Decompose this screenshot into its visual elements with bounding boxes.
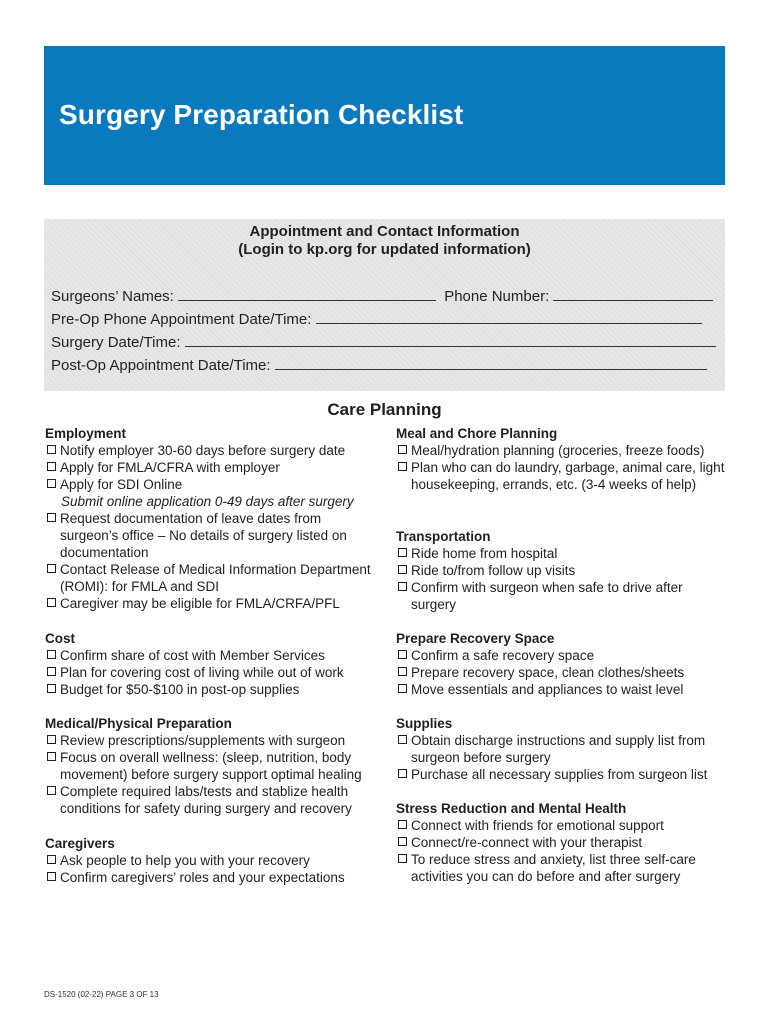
section-title: Cost [45, 631, 75, 646]
checkbox[interactable] [47, 735, 56, 744]
footer-page-number: DS-1520 (02-22) PAGE 3 OF 13 [44, 990, 159, 999]
page-title: Surgery Preparation Checklist [59, 99, 464, 130]
checkbox[interactable] [47, 786, 56, 795]
checklist-item: Notify employer 30-60 days before surgery date [45, 442, 375, 459]
section-title: Prepare Recovery Space [396, 631, 555, 646]
checklist-item: Plan for covering cost of living while out of work [45, 664, 375, 681]
phone-number-field[interactable] [553, 287, 713, 301]
section-medical-preparation [45, 715, 375, 817]
section-cost [45, 630, 375, 698]
appointment-heading: Appointment and Contact Information [249, 223, 520, 240]
preop-label: Pre-Op Phone Appointment Date/Time: [51, 311, 312, 328]
checklist-item: Confirm caregivers’ roles and your expectations [45, 869, 375, 886]
checklist-item: Ride to/from follow up visits [396, 562, 728, 579]
checkbox[interactable] [47, 513, 56, 522]
surgeons-phone-row [51, 287, 713, 305]
title-banner [44, 46, 725, 185]
preop-row [51, 310, 702, 328]
checkbox[interactable] [398, 684, 407, 693]
checklist-item: Confirm a safe recovery space [396, 647, 728, 664]
section-title: Caregivers [45, 836, 115, 851]
section-meal-chore [396, 425, 728, 493]
section-title: Medical/Physical Preparation [45, 716, 232, 731]
checkbox[interactable] [398, 548, 407, 557]
checklist-item: Ask people to help you with your recovery [45, 852, 375, 869]
appointment-subheading: (Login to kp.org for updated information) [238, 241, 531, 258]
checklist-item: Confirm share of cost with Member Services [45, 647, 375, 664]
checklist-item: Connect/re-connect with your therapist [396, 834, 728, 851]
postop-field[interactable] [275, 356, 707, 370]
checklist-item: Request documentation of leave dates from surgeon’s office – No details of surgery listed on documentation [45, 510, 375, 561]
phone-number-label: Phone Number: [444, 288, 550, 305]
checkbox[interactable] [398, 667, 407, 676]
section-title: Employment [45, 426, 127, 441]
section-title: Supplies [396, 716, 453, 731]
checklist-item: Purchase all necessary supplies from surgeon list [396, 766, 728, 783]
checkbox[interactable] [398, 820, 407, 829]
checkbox[interactable] [47, 667, 56, 676]
surgery-date-row [51, 333, 716, 351]
section-title: Stress Reduction and Mental Health [396, 801, 627, 816]
checkbox[interactable] [47, 650, 56, 659]
section-transportation [396, 528, 728, 613]
postop-row [51, 356, 707, 374]
checklist-item: Caregiver may be eligible for FMLA/CRFA/PFL [45, 595, 375, 612]
section-stress-mental-health [396, 800, 728, 885]
care-planning-heading: Care Planning [327, 400, 442, 419]
checkbox[interactable] [47, 855, 56, 864]
checkbox[interactable] [398, 650, 407, 659]
checklist-item: Move essentials and appliances to waist level [396, 681, 728, 698]
preop-field[interactable] [316, 310, 702, 324]
section-caregivers [45, 835, 375, 886]
checklist-item: Apply for SDI Online [45, 476, 375, 493]
section-title: Transportation [396, 529, 491, 544]
checkbox[interactable] [47, 598, 56, 607]
checklist-item: Confirm with surgeon when safe to drive after surgery [396, 579, 728, 613]
postop-label: Post-Op Appointment Date/Time: [51, 357, 271, 374]
surgeons-names-label: Surgeons’ Names: [51, 288, 174, 305]
checkbox[interactable] [47, 872, 56, 881]
checkbox[interactable] [398, 462, 407, 471]
checkbox[interactable] [398, 565, 407, 574]
checklist-item: Meal/hydration planning (groceries, freeze foods) [396, 442, 728, 459]
checkbox[interactable] [47, 445, 56, 454]
checklist-item: Review prescriptions/supplements with surgeon [45, 732, 375, 749]
checklist-item: Ride home from hospital [396, 545, 728, 562]
checklist-item: To reduce stress and anxiety, list three self-care activities you can do before and after surgery [396, 851, 728, 885]
checklist-item: Connect with friends for emotional support [396, 817, 728, 834]
section-supplies [396, 715, 728, 783]
checkbox[interactable] [47, 462, 56, 471]
section-employment [45, 425, 375, 612]
checklist-item: Prepare recovery space, clean clothes/sheets [396, 664, 728, 681]
surgeons-names-field[interactable] [178, 287, 436, 301]
checklist-item: Budget for $50-$100 in post-op supplies [45, 681, 375, 698]
checkbox[interactable] [398, 769, 407, 778]
section-recovery-space [396, 630, 728, 698]
checkbox[interactable] [398, 854, 407, 863]
checkbox[interactable] [47, 752, 56, 761]
checkbox[interactable] [47, 684, 56, 693]
checkbox[interactable] [47, 564, 56, 573]
checkbox[interactable] [398, 735, 407, 744]
appointment-info-box [44, 219, 725, 391]
checklist-item: Complete required labs/tests and stablize health conditions for safety during surgery and recovery [45, 783, 375, 817]
surgery-date-label: Surgery Date/Time: [51, 334, 181, 351]
checklist-item: Apply for FMLA/CFRA with employer [45, 459, 375, 476]
checkbox[interactable] [47, 479, 56, 488]
checklist-item: Focus on overall wellness: (sleep, nutrition, body movement) before surgery support optimal healing [45, 749, 375, 783]
checklist-item: Contact Release of Medical Information Department (ROMI): for FMLA and SDI [45, 561, 375, 595]
checklist-item: Obtain discharge instructions and supply list from surgeon before surgery [396, 732, 728, 766]
sdi-note: Submit online application 0-49 days after surgery [61, 494, 354, 509]
checkbox[interactable] [398, 445, 407, 454]
checkbox[interactable] [398, 837, 407, 846]
checkbox[interactable] [398, 582, 407, 591]
section-title: Meal and Chore Planning [396, 426, 558, 441]
checklist-item: Plan who can do laundry, garbage, animal care, light housekeeping, errands, etc. (3-4 weeks of help) [396, 459, 728, 493]
surgery-date-field[interactable] [185, 333, 716, 347]
